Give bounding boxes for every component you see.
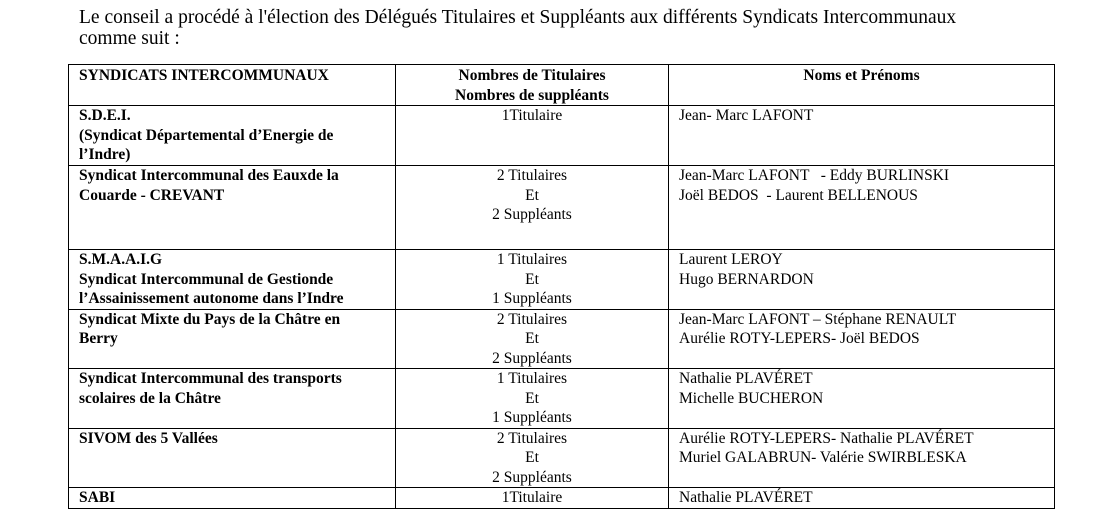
syndicat-line: Berry (79, 330, 118, 347)
noms-line: Jean-Marc LAFONT - Eddy BURLINSKI (679, 167, 950, 184)
table-header-row (69, 65, 1055, 106)
noms-line: Joël BEDOS - Laurent BELLENOUS (679, 186, 918, 204)
cell-nombres (396, 166, 669, 250)
syndicat-line: (Syndicat Départemental d’Energie de (79, 126, 334, 144)
intro-line-1: Le conseil a procédé à l'élection des Délégués Titulaires et Suppléants aux différents Syndicats Intercommunaux (79, 7, 957, 28)
table-row (69, 428, 1055, 488)
noms-line: Aurélie ROTY-LEPERS- Joël BEDOS (679, 330, 920, 347)
cell-noms (669, 166, 1055, 250)
cell-nombres (396, 369, 669, 429)
nombres-line: Et (525, 389, 539, 407)
syndicat-line: l’Indre) (79, 146, 131, 163)
cell-syndicat (69, 166, 396, 250)
nombres-line: 2 Suppléants (492, 468, 572, 486)
cell-noms (669, 428, 1055, 488)
table-row (69, 369, 1055, 429)
nombres-line: Et (525, 449, 539, 466)
syndicat-line: SIVOM des 5 Vallées (79, 429, 218, 447)
syndicat-line: Couarde - CREVANT (79, 186, 225, 204)
nombres-line: 1 Titulaires (496, 370, 568, 387)
nombres-line: 1 Suppléants (492, 409, 572, 426)
syndicat-line: Syndicat Mixte du Pays de la Châtre en (79, 310, 341, 328)
nombres-line: 2 Suppléants (492, 349, 572, 367)
cell-noms (669, 309, 1055, 369)
noms-line: Jean- Marc LAFONT (679, 107, 814, 124)
noms-line: Nathalie PLAVÉRET (679, 370, 813, 387)
nombres-line: 1 Suppléants (492, 290, 572, 307)
cell-nombres (396, 250, 669, 310)
table-row (69, 166, 1055, 250)
table-row (69, 488, 1055, 509)
cell-nombres (396, 428, 669, 488)
cell-syndicat (69, 309, 396, 369)
nombres-line: 2 Suppléants (492, 206, 572, 223)
nombres-line: Et (525, 270, 539, 288)
nombres-line: 2 Titulaires (496, 167, 568, 184)
cell-syndicat (69, 488, 396, 509)
nombres-line: Et (525, 330, 539, 347)
cell-noms (669, 250, 1055, 310)
cell-syndicat (69, 428, 396, 488)
syndicat-line: Syndicat Intercommunal des Eauxde la (79, 167, 339, 184)
cell-noms (669, 488, 1055, 509)
header-noms: Noms et Prénoms (669, 65, 1055, 106)
nombres-line: 1 Titulaires (496, 251, 568, 268)
syndicat-line: l’Assainissement autonome dans l’Indre (79, 290, 344, 307)
cell-syndicat (69, 369, 396, 429)
cell-syndicat (69, 250, 396, 310)
syndicat-line: SABI (79, 489, 116, 506)
cell-nombres (396, 488, 669, 509)
nombres-line: Et (525, 186, 539, 204)
cell-noms (669, 106, 1055, 166)
noms-line: Michelle BUCHERON (679, 389, 824, 407)
header-nombres-suppleants: Nombres de suppléants (455, 86, 609, 104)
cell-nombres (396, 309, 669, 369)
noms-line: Hugo BERNARDON (679, 270, 814, 288)
header-syndicats: SYNDICATS INTERCOMMUNAUX (69, 65, 396, 106)
noms-line: Laurent LEROY (679, 251, 783, 268)
intro-line-2: comme suit : (79, 28, 180, 49)
noms-line: Aurélie ROTY-LEPERS- Nathalie PLAVÉRET (679, 429, 974, 447)
syndicat-line: Syndicat Intercommunal de Gestionde (79, 270, 334, 288)
noms-line: Muriel GALABRUN- Valérie SWIRBLESKA (679, 449, 967, 466)
noms-line: Nathalie PLAVÉRET (679, 489, 813, 506)
nombres-line: 2 Titulaires (496, 310, 568, 328)
nombres-line: 2 Titulaires (496, 429, 568, 447)
nombres-line: 1Titulaire (501, 489, 563, 506)
table-body (69, 106, 1055, 509)
syndicat-line: Syndicat Intercommunal des transports (79, 370, 342, 387)
table-row (69, 250, 1055, 310)
syndicat-line: scolaires de la Châtre (79, 389, 221, 407)
noms-line: Jean-Marc LAFONT – Stéphane RENAULT (679, 310, 957, 328)
header-nombres (396, 65, 669, 106)
table-row (69, 309, 1055, 369)
syndicat-line: S.M.A.A.I.G (79, 251, 163, 268)
cell-nombres (396, 106, 669, 166)
syndicat-line: S.D.E.I. (79, 107, 131, 124)
header-nombres-titulaires: Nombres de Titulaires (458, 67, 606, 84)
nombres-line: 1Titulaire (501, 107, 563, 124)
syndicats-table (68, 64, 1055, 509)
intro-paragraph (79, 7, 1079, 49)
table-row (69, 106, 1055, 166)
cell-syndicat (69, 106, 396, 166)
cell-noms (669, 369, 1055, 429)
